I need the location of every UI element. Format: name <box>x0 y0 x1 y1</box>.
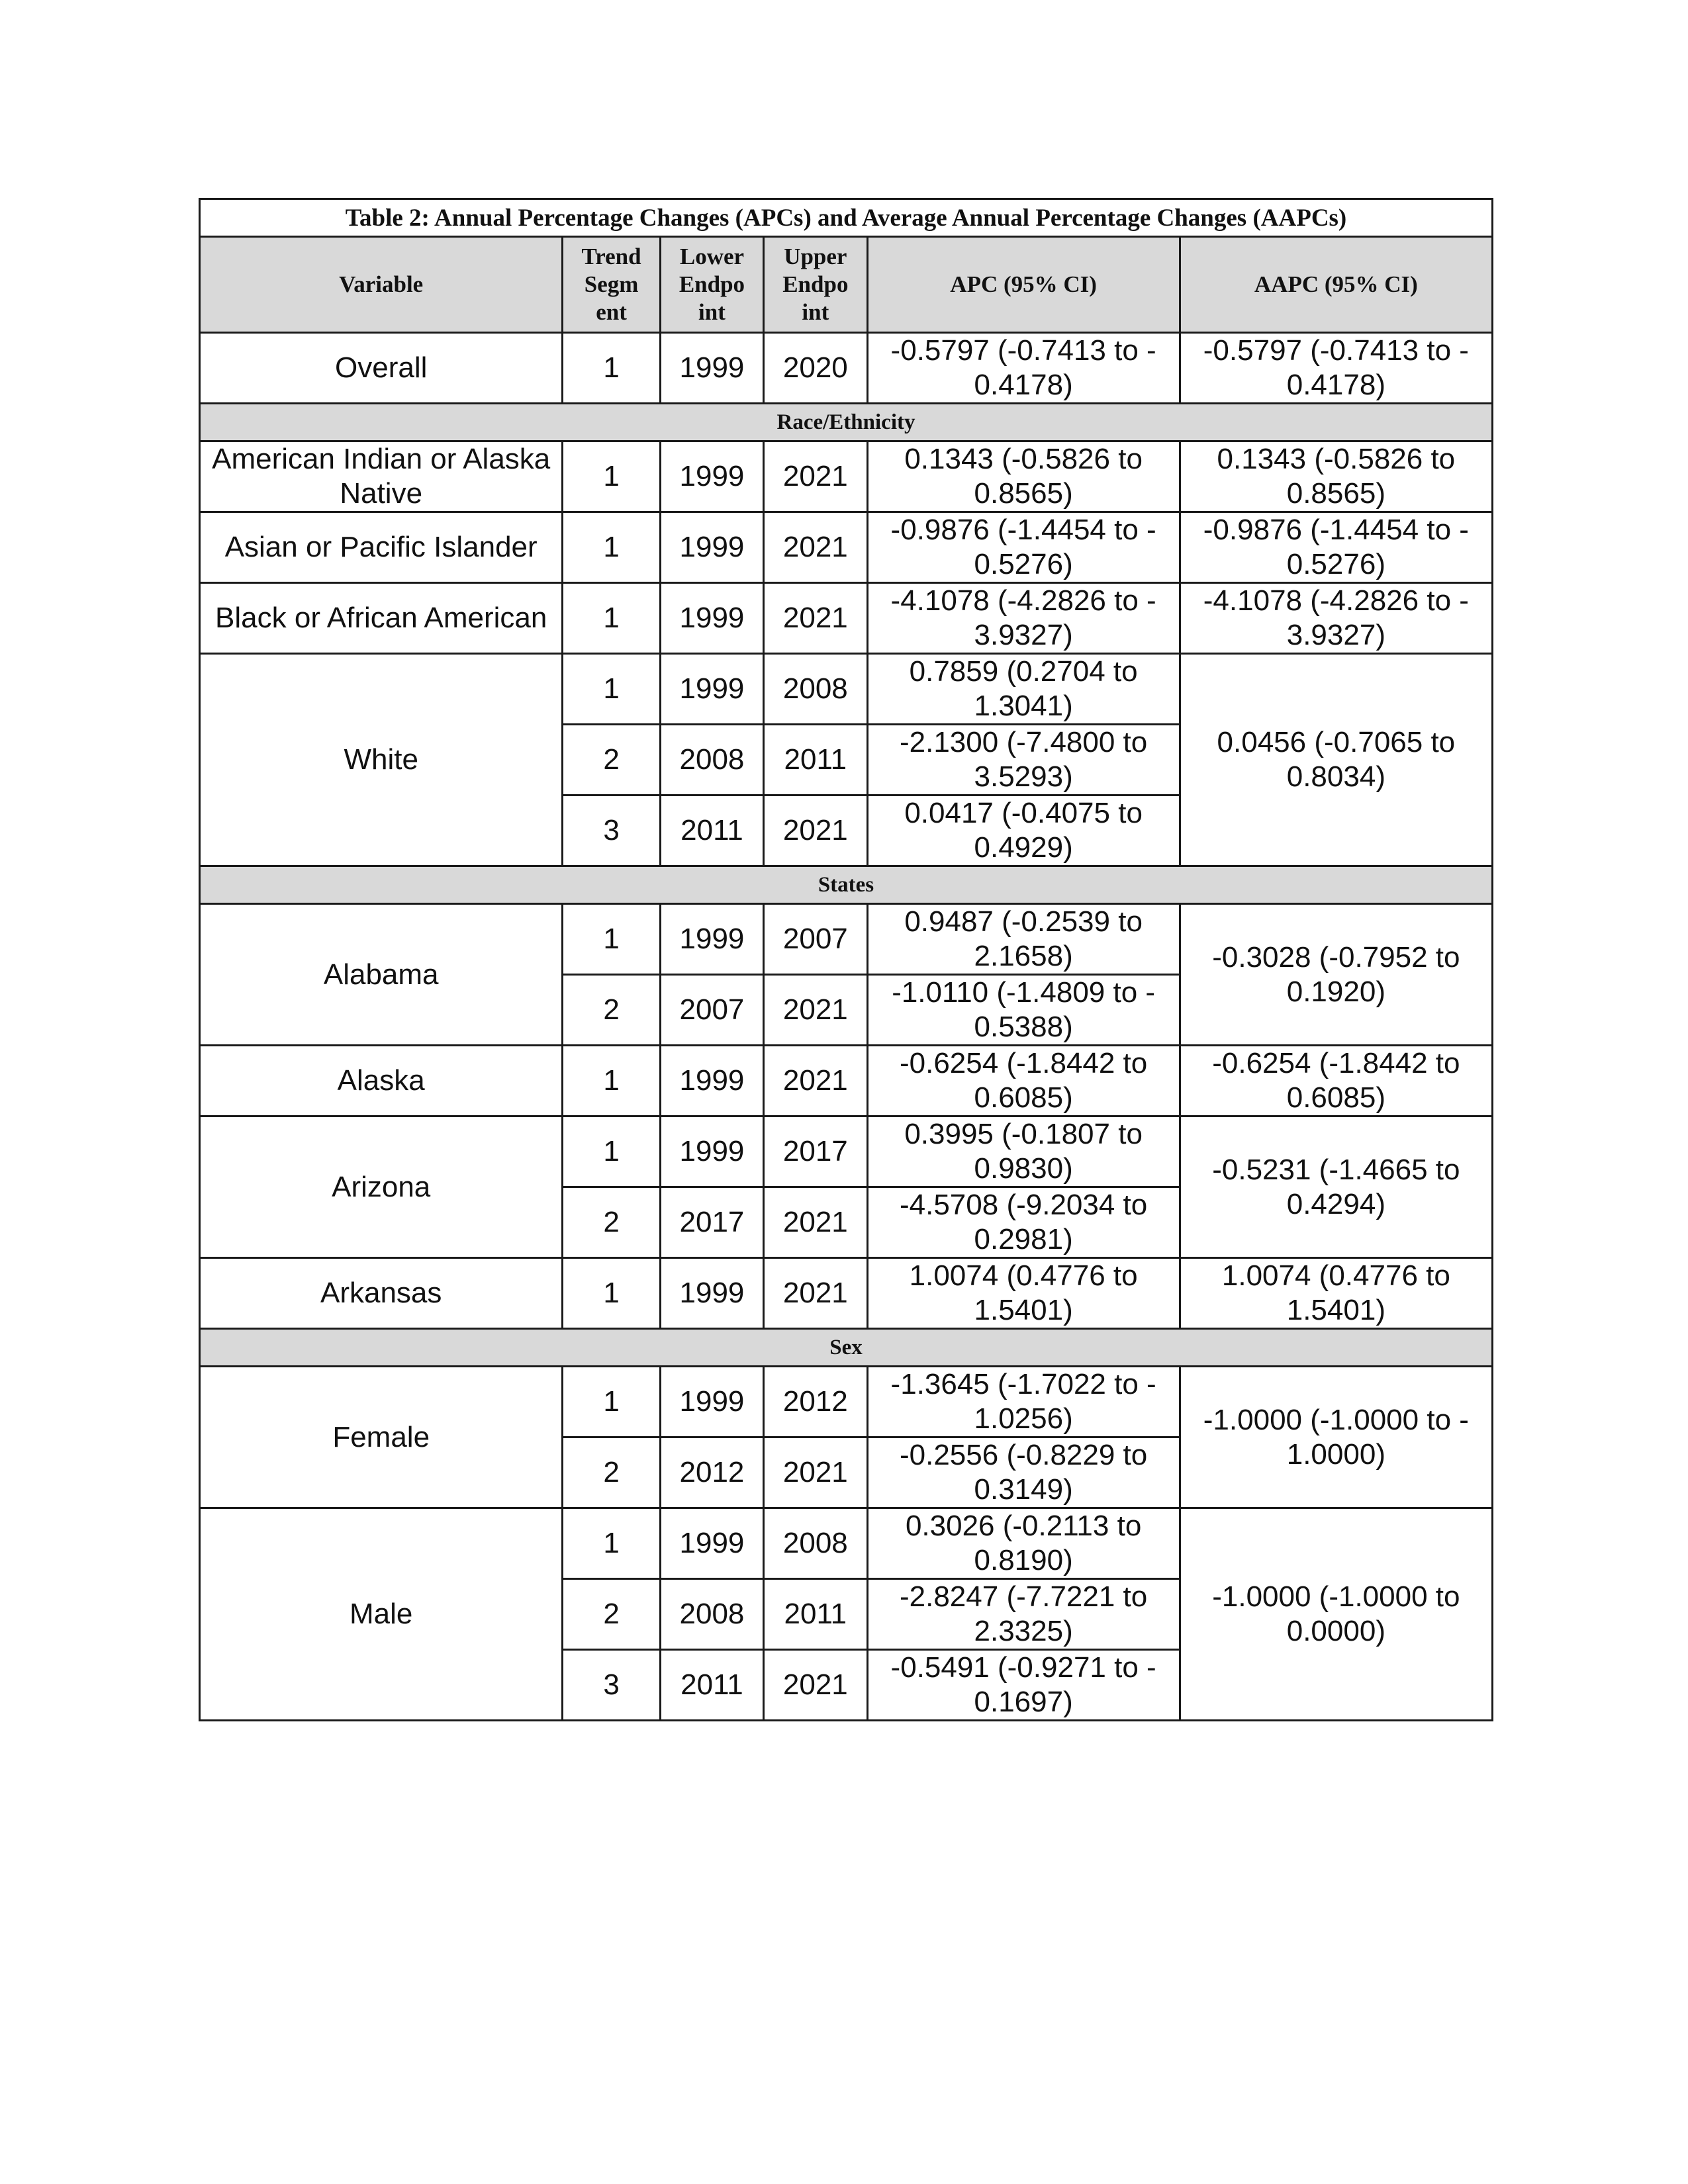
segment-cell: 1 <box>563 1258 660 1329</box>
upper-endpoint-cell: 2021 <box>764 1187 867 1258</box>
variable-cell: Male <box>200 1508 563 1721</box>
upper-endpoint-cell: 2008 <box>764 654 867 725</box>
table-row <box>200 441 1493 512</box>
header-variable: Variable <box>200 237 563 333</box>
lower-endpoint-cell: 1999 <box>660 1258 763 1329</box>
variable-cell: Alabama <box>200 904 563 1046</box>
apc-cell: -0.2556 (-0.8229 to 0.3149) <box>867 1437 1180 1508</box>
table-row <box>200 512 1493 583</box>
apc-cell: -0.6254 (-1.8442 to 0.6085) <box>867 1046 1180 1116</box>
header-aapc: AAPC (95% CI) <box>1180 237 1492 333</box>
lower-endpoint-cell: 1999 <box>660 1367 763 1437</box>
header-apc: APC (95% CI) <box>867 237 1180 333</box>
lower-endpoint-cell: 1999 <box>660 904 763 975</box>
upper-endpoint-cell: 2021 <box>764 1437 867 1508</box>
table-row <box>200 1258 1493 1329</box>
lower-endpoint-cell: 2011 <box>660 1650 763 1721</box>
aapc-cell: -1.0000 (-1.0000 to - 1.0000) <box>1180 1367 1492 1508</box>
upper-endpoint-cell: 2021 <box>764 441 867 512</box>
lower-endpoint-cell: 1999 <box>660 441 763 512</box>
apc-cell: 1.0074 (0.4776 to 1.5401) <box>867 1258 1180 1329</box>
table-row <box>200 333 1493 404</box>
section-title-race-ethnicity: Race/Ethnicity <box>200 404 1493 441</box>
apc-cell: 0.3995 (-0.1807 to 0.9830) <box>867 1116 1180 1187</box>
section-title-sex: Sex <box>200 1329 1493 1367</box>
header-lower-endpoint: Lower Endpo int <box>660 237 763 333</box>
upper-endpoint-cell: 2007 <box>764 904 867 975</box>
apc-cell: 0.3026 (-0.2113 to 0.8190) <box>867 1508 1180 1579</box>
section-row <box>200 866 1493 904</box>
upper-endpoint-cell: 2008 <box>764 1508 867 1579</box>
segment-cell: 1 <box>563 512 660 583</box>
upper-endpoint-cell: 2017 <box>764 1116 867 1187</box>
segment-cell: 1 <box>563 1046 660 1116</box>
lower-endpoint-cell: 2017 <box>660 1187 763 1258</box>
segment-cell: 1 <box>563 1508 660 1579</box>
apc-cell: 0.9487 (-0.2539 to 2.1658) <box>867 904 1180 975</box>
upper-endpoint-cell: 2020 <box>764 333 867 404</box>
header-row <box>200 237 1493 333</box>
upper-endpoint-cell: 2012 <box>764 1367 867 1437</box>
aapc-cell: -1.0000 (-1.0000 to 0.0000) <box>1180 1508 1492 1721</box>
apc-cell: 0.1343 (-0.5826 to 0.8565) <box>867 441 1180 512</box>
section-title-states: States <box>200 866 1493 904</box>
segment-cell: 1 <box>563 583 660 654</box>
aapc-cell: -0.3028 (-0.7952 to 0.1920) <box>1180 904 1492 1046</box>
table-row <box>200 1046 1493 1116</box>
segment-cell: 1 <box>563 333 660 404</box>
variable-cell: White <box>200 654 563 866</box>
aapc-cell: -0.5231 (-1.4665 to 0.4294) <box>1180 1116 1492 1258</box>
segment-cell: 1 <box>563 441 660 512</box>
variable-cell: Asian or Pacific Islander <box>200 512 563 583</box>
aapc-cell: -0.9876 (-1.4454 to - 0.5276) <box>1180 512 1492 583</box>
segment-cell: 1 <box>563 1367 660 1437</box>
lower-endpoint-cell: 2011 <box>660 796 763 866</box>
upper-endpoint-cell: 2021 <box>764 1650 867 1721</box>
segment-cell: 1 <box>563 654 660 725</box>
upper-endpoint-cell: 2021 <box>764 583 867 654</box>
apc-cell: -0.5491 (-0.9271 to - 0.1697) <box>867 1650 1180 1721</box>
upper-endpoint-cell: 2021 <box>764 1258 867 1329</box>
variable-cell: American Indian or Alaska Native <box>200 441 563 512</box>
upper-endpoint-cell: 2011 <box>764 725 867 796</box>
lower-endpoint-cell: 1999 <box>660 512 763 583</box>
lower-endpoint-cell: 1999 <box>660 583 763 654</box>
upper-endpoint-cell: 2021 <box>764 1046 867 1116</box>
apc-cell: 0.7859 (0.2704 to 1.3041) <box>867 654 1180 725</box>
upper-endpoint-cell: 2011 <box>764 1579 867 1650</box>
table-row <box>200 583 1493 654</box>
variable-cell: Alaska <box>200 1046 563 1116</box>
upper-endpoint-cell: 2021 <box>764 975 867 1046</box>
apc-cell: -4.1078 (-4.2826 to - 3.9327) <box>867 583 1180 654</box>
table-caption: Table 2: Annual Percentage Changes (APCs) and Average Annual Percentage Changes (AAPCs) <box>200 199 1493 237</box>
lower-endpoint-cell: 2012 <box>660 1437 763 1508</box>
segment-cell: 1 <box>563 904 660 975</box>
lower-endpoint-cell: 2008 <box>660 725 763 796</box>
aapc-cell: 0.1343 (-0.5826 to 0.8565) <box>1180 441 1492 512</box>
segment-cell: 2 <box>563 1437 660 1508</box>
segment-cell: 2 <box>563 1187 660 1258</box>
variable-cell: Overall <box>200 333 563 404</box>
segment-cell: 2 <box>563 975 660 1046</box>
aapc-cell: -0.5797 (-0.7413 to - 0.4178) <box>1180 333 1492 404</box>
header-trend-segment: Trend Segm ent <box>563 237 660 333</box>
section-row <box>200 1329 1493 1367</box>
lower-endpoint-cell: 1999 <box>660 333 763 404</box>
apc-cell: -1.3645 (-1.7022 to - 1.0256) <box>867 1367 1180 1437</box>
segment-cell: 1 <box>563 1116 660 1187</box>
aapc-cell: -4.1078 (-4.2826 to - 3.9327) <box>1180 583 1492 654</box>
apc-cell: -0.9876 (-1.4454 to - 0.5276) <box>867 512 1180 583</box>
lower-endpoint-cell: 1999 <box>660 1046 763 1116</box>
upper-endpoint-cell: 2021 <box>764 796 867 866</box>
segment-cell: 3 <box>563 1650 660 1721</box>
apc-cell: -1.0110 (-1.4809 to - 0.5388) <box>867 975 1180 1046</box>
variable-cell: Female <box>200 1367 563 1508</box>
aapc-cell: 1.0074 (0.4776 to 1.5401) <box>1180 1258 1492 1329</box>
apc-cell: -0.5797 (-0.7413 to - 0.4178) <box>867 333 1180 404</box>
section-row <box>200 404 1493 441</box>
lower-endpoint-cell: 1999 <box>660 654 763 725</box>
lower-endpoint-cell: 1999 <box>660 1116 763 1187</box>
table-row <box>200 1508 1493 1579</box>
lower-endpoint-cell: 2008 <box>660 1579 763 1650</box>
table-row <box>200 654 1493 725</box>
apc-cell: -4.5708 (-9.2034 to 0.2981) <box>867 1187 1180 1258</box>
segment-cell: 2 <box>563 725 660 796</box>
apc-cell: -2.8247 (-7.7221 to 2.3325) <box>867 1579 1180 1650</box>
apc-cell: -2.1300 (-7.4800 to 3.5293) <box>867 725 1180 796</box>
variable-cell: Arkansas <box>200 1258 563 1329</box>
variable-cell: Black or African American <box>200 583 563 654</box>
upper-endpoint-cell: 2021 <box>764 512 867 583</box>
lower-endpoint-cell: 2007 <box>660 975 763 1046</box>
table-row <box>200 904 1493 975</box>
segment-cell: 3 <box>563 796 660 866</box>
apc-aapc-table <box>199 198 1493 1721</box>
segment-cell: 2 <box>563 1579 660 1650</box>
table-row <box>200 1367 1493 1437</box>
apc-cell: 0.0417 (-0.4075 to 0.4929) <box>867 796 1180 866</box>
lower-endpoint-cell: 1999 <box>660 1508 763 1579</box>
aapc-cell: -0.6254 (-1.8442 to 0.6085) <box>1180 1046 1492 1116</box>
header-upper-endpoint: Upper Endpo int <box>764 237 867 333</box>
variable-cell: Arizona <box>200 1116 563 1258</box>
table-row <box>200 1116 1493 1187</box>
aapc-cell: 0.0456 (-0.7065 to 0.8034) <box>1180 654 1492 866</box>
